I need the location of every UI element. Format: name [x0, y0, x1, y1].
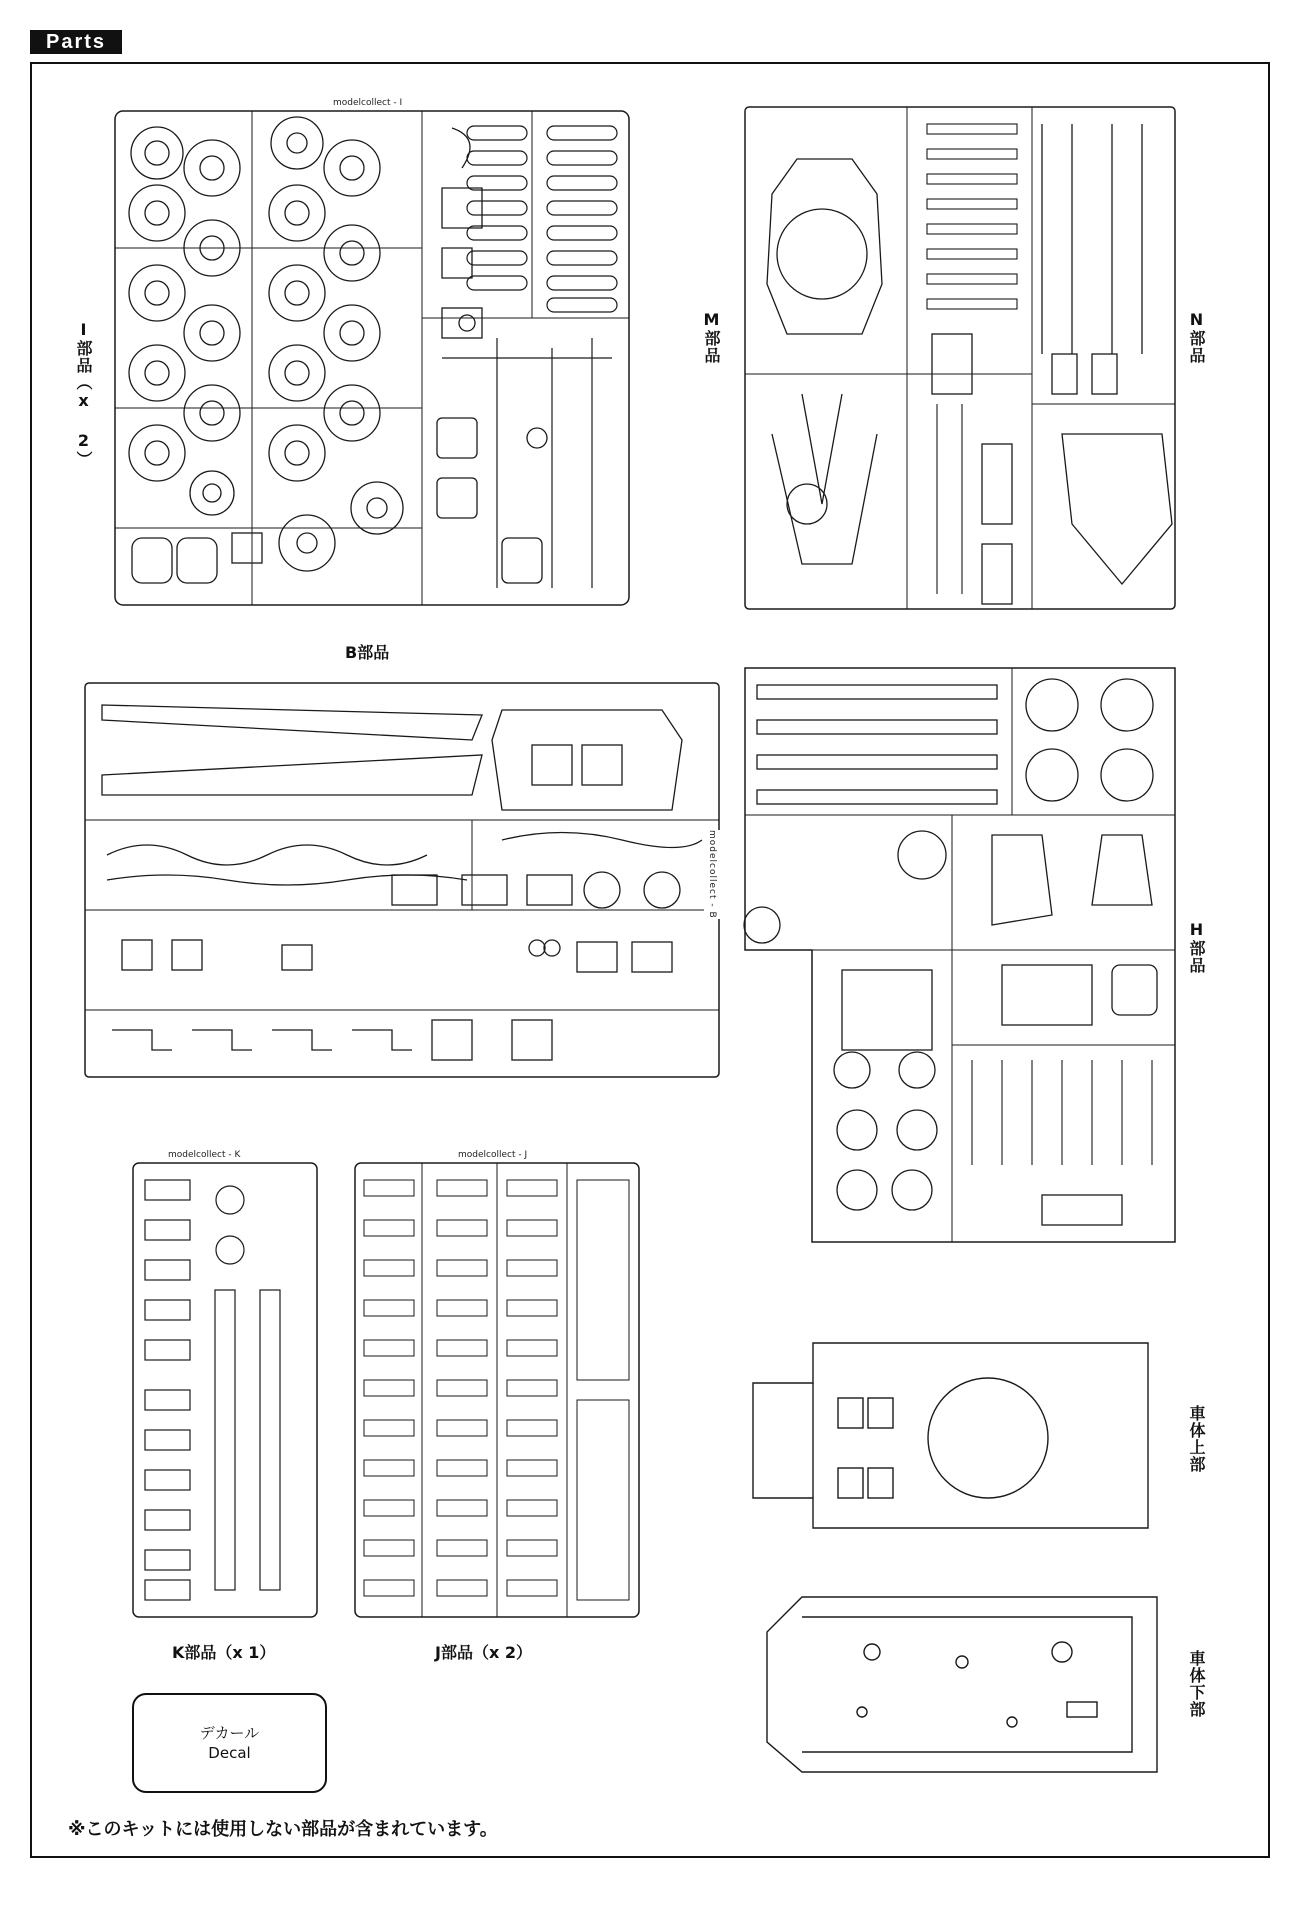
sprue-j-brand: modelcollect - J [455, 1150, 530, 1160]
sprue-h-diagram [742, 665, 1178, 1245]
sprue-n-label: N部品 [1187, 310, 1206, 364]
sprue-i-diagram [112, 108, 632, 608]
upper-hull-label: 車体上部 [1187, 1405, 1206, 1473]
sprue-m-n-diagram [742, 104, 1178, 612]
lower-hull-diagram [762, 1592, 1162, 1792]
sprue-i-label: I部品（x 2） [74, 320, 93, 468]
sprue-b-diagram [82, 680, 722, 1080]
sprue-k-brand: modelcollect - K [165, 1150, 243, 1160]
sprue-b-brand: modelcollect - B [704, 830, 720, 919]
decal-label-jp: デカール [199, 1724, 260, 1742]
sprue-k-diagram [130, 1160, 320, 1620]
unused-parts-note: ※このキットには使用しない部品が含まれています。 [68, 1819, 498, 1840]
upper-hull-diagram [748, 1338, 1154, 1538]
sprue-j-diagram [352, 1160, 642, 1620]
sprue-j-label: J部品（x 2） [435, 1643, 532, 1662]
decal-label-en: Decal [208, 1744, 251, 1762]
lower-hull-label: 車体下部 [1187, 1650, 1206, 1718]
decal-box [132, 1693, 327, 1793]
sprue-k-label: K部品（x 1） [172, 1643, 276, 1662]
sprue-m-label: M部品 [702, 310, 721, 364]
parts-header-tab: Parts [30, 30, 122, 54]
sprue-b-label: B部品 [345, 643, 390, 662]
sprue-i-brand: modelcollect - I [330, 98, 405, 108]
sprue-h-label: H部品 [1187, 920, 1206, 974]
